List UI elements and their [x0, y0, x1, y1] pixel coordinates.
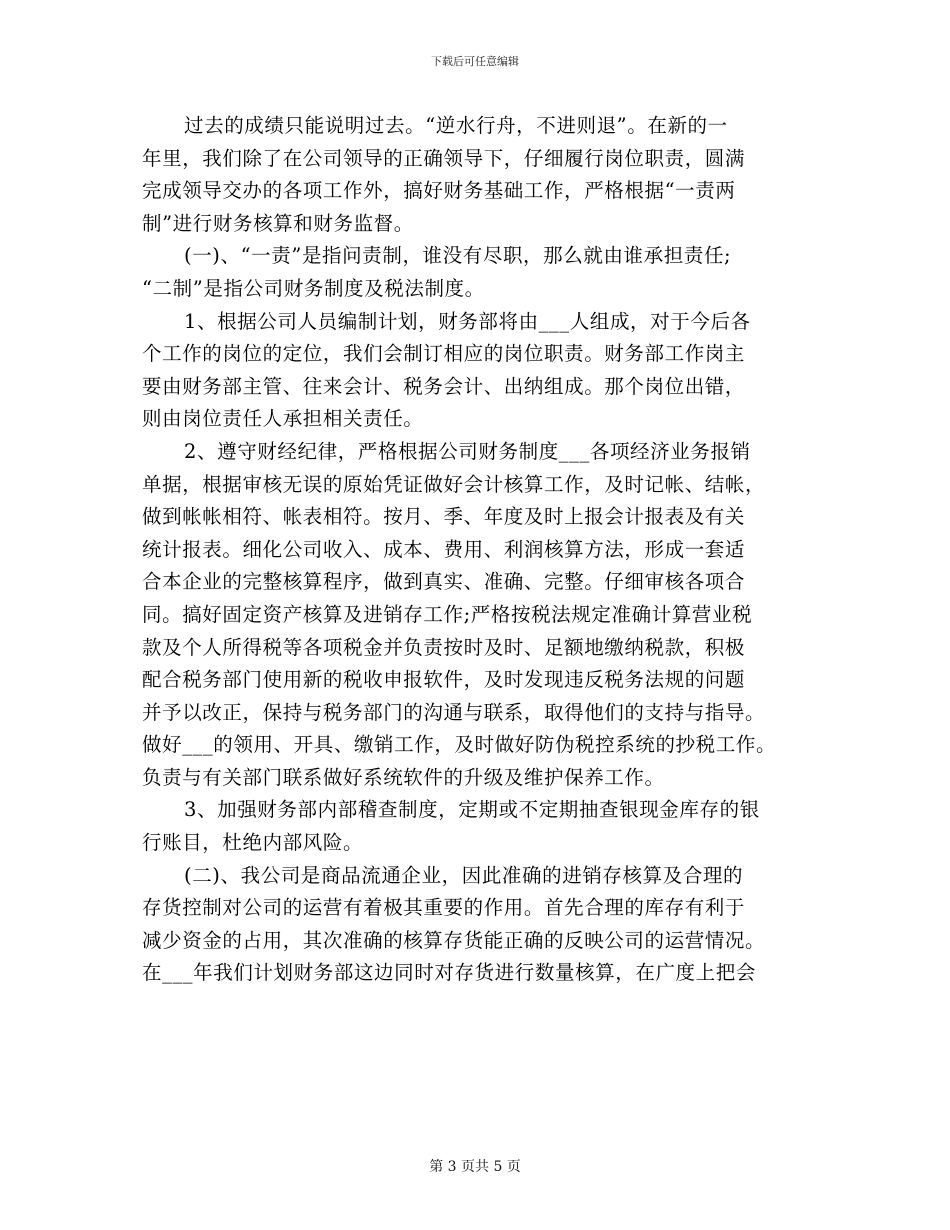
text-line: 在___年我们计划财务部这边同时对存货进行数量核算，在广度上把会	[142, 961, 756, 985]
text-line: 合本企业的完整核算程序，做到真实、准确、完整。仔细审核各项合	[142, 570, 746, 594]
text-line: 过去的成绩只能说明过去。“逆水行舟，不进则退”。在新的一	[184, 114, 728, 137]
body-text	[142, 110, 814, 990]
text-line: 制”进行财务核算和财务监督。	[142, 211, 414, 235]
text-line: (二)、我公司是商品流通企业，因此准确的进销存核算及合理的	[184, 863, 744, 887]
text-line: 款及个人所得税等各项税金并负责按时及时、足额地缴纳税款，积极	[142, 635, 746, 659]
text-line: 做好___的领用、开具、缴销工作，及时做好防伪税控系统的抄税工作。	[142, 733, 777, 757]
text-line: 负责与有关部门联系做好系统软件的升级及维护保养工作。	[142, 765, 665, 789]
text-line: 存货控制对公司的运营有着极其重要的作用。首先合理的库存有利于	[142, 896, 746, 920]
text-line: 3、加强财务部内部稽查制度，定期或不定期抽查银现金库存的银	[184, 798, 760, 822]
text-line: 1、根据公司人员编制计划，财务部将由___人组成，对于今后各	[184, 309, 751, 333]
text-line: 单据，根据审核无误的原始凭证做好会计核算工作，及时记帐、结帐，	[142, 472, 766, 496]
text-line: 减少资金的占用，其次准确的核算存货能正确的反映公司的运营情况。	[142, 928, 766, 952]
text-line: 2、遵守财经纪律，严格根据公司财务制度___各项经济业务报销	[184, 439, 751, 463]
text-line: 统计报表。细化公司收入、成本、费用、利润核算方法，形成一套适	[142, 537, 746, 561]
text-line: 年里，我们除了在公司领导的正确领导下，仔细履行岗位职责，圆满	[142, 146, 746, 170]
text-line: 完成领导交办的各项工作外，搞好财务基础工作，严格根据“一责两	[142, 179, 736, 203]
text-line: “二制”是指公司财务制度及税法制度。	[142, 276, 485, 300]
text-line: 并予以改正，保持与税务部门的沟通与联系，取得他们的支持与指导。	[142, 700, 766, 724]
text-line: 要由财务部主管、往来会计、税务会计、出纳组成。那个岗位出错，	[142, 374, 746, 398]
header-note: 下载后可任意编辑	[431, 55, 519, 68]
text-line: 行账目，杜绝内部风险。	[142, 831, 364, 855]
text-line: 则由岗位责任人承担相关责任。	[142, 407, 424, 431]
text-line: 同。搞好固定资产核算及进销存工作;严格按税法规定准确计算营业税	[142, 602, 753, 626]
text-line: (一)、“一责”是指问责制，谁没有尽职，那么就由谁承担责任;	[184, 244, 732, 268]
text-line: 个工作的岗位的定位，我们会制订相应的岗位职责。财务部工作岗主	[142, 342, 746, 366]
text-line: 配合税务部门使用新的税收申报软件，及时发现违反税务法规的问题	[142, 668, 746, 692]
page-number: 第 3 页共 5 页	[429, 1159, 521, 1175]
text-line: 做到帐帐相符、帐表相符。按月、季、年度及时上报会计报表及有关	[142, 505, 746, 529]
